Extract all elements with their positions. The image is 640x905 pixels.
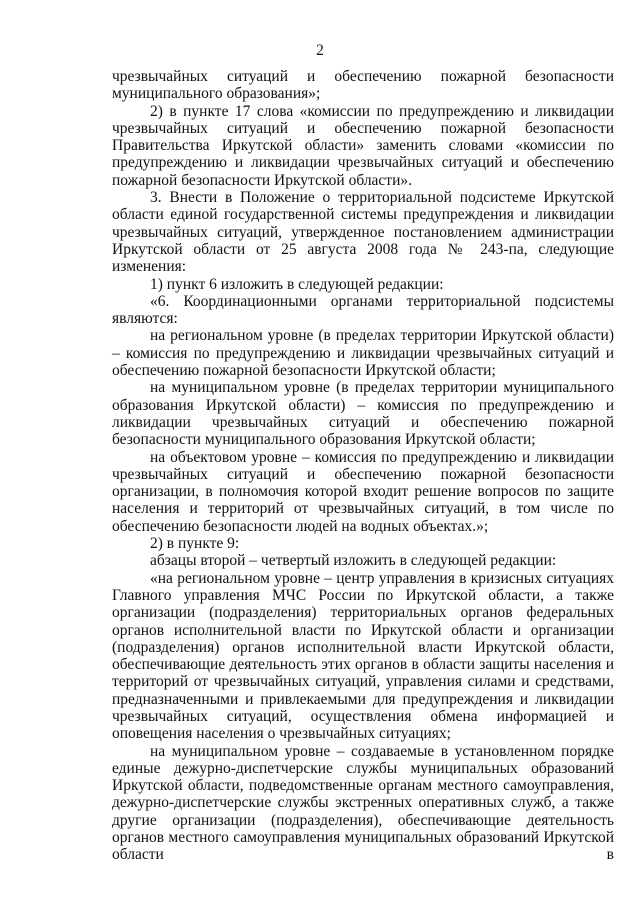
document-body <box>112 68 614 864</box>
paragraph-municipal-level: на муниципальном уровне (в пределах территории муниципального образования Иркутской области) – комиссия по предупреждению и ликвидации чрезвычайных ситуаций и обеспечению пожарной безопасности муниципального образования Иркутской области; <box>112 379 614 449</box>
paragraph-regional-control-center: «на региональном уровне – центр управления в кризисных ситуациях Главного управления МЧС России по Иркутской области, а также организации (подразделения) территориальных органов федеральных органов исполнительной власти по Иркутской области и организации (подразделения) органов исполнительной власти Иркутской области, обеспечивающие деятельность этих органов в области защиты населения и территорий от чрезвычайных ситуаций, управления силами и средствами, предназначенными и привлекаемыми для предупреждения и ликвидации чрезвычайных ситуаций, осуществления обмена информацией и оповещения населения о чрезвычайных ситуациях; <box>112 569 614 743</box>
page-number: 2 <box>316 42 324 59</box>
paragraph-municipal-dispatch: на муниципальном уровне – создаваемые в установленном порядке единые дежурно-диспетчерские службы муниципальных образований Иркутской области, подведомственные органам местного самоуправления, дежурно-диспетчерские службы экстренных оперативных служб, а также другие организации (подразделения), обеспечивающие деятельность органов местного самоуправления муниципальных образований Иркутской области в <box>112 742 614 864</box>
paragraph-subitem-2: 2) в пункте 9: <box>150 535 240 553</box>
paragraph-object-level: на объектовом уровне – комиссия по предупреждению и ликвидации чрезвычайных ситуаций и обеспечению пожарной безопасности организации, в полномочия которой входит решение вопросов по защите населения и территорий от чрезвычайных ситуаций, в том числе по обеспечению безопасности людей на водных объектах.»; <box>112 448 614 535</box>
paragraph-regional-level: на региональном уровне (в пределах территории Иркутской области) – комиссия по предупреждению и ликвидации чрезвычайных ситуаций и обеспечению пожарной безопасности Иркутской области; <box>112 327 614 380</box>
paragraph-item-2-point-17: 2) в пункте 17 слова «комиссии по предупреждению и ликвидации чрезвычайных ситуаций и обеспечению пожарной безопасности Правительства Иркутской области» заменить словами «комиссии по предупреждению и ликвидации чрезвычайных ситуаций и обеспечению пожарной безопасности Иркутской области». <box>112 102 614 189</box>
paragraph-item-3: 3. Внести в Положение о территориальной подсистеме Иркутской области единой государственной системы предупреждения и ликвидации чрезвычайных ситуаций, утвержденное постановлением администрации Иркутской области от 25 августа 2008 года № 243-па, следующие изменения: <box>112 189 614 276</box>
paragraph-abzacy: абзацы второй – четвертый изложить в следующей редакции: <box>150 552 557 570</box>
paragraph-point-6: «6. Координационными органами территориальной подсистемы являются: <box>112 292 614 328</box>
paragraph-subitem-1: 1) пункт 6 изложить в следующей редакции: <box>150 275 444 293</box>
paragraph-continuation: чрезвычайных ситуаций и обеспечению пожарной безопасности муниципального образования»; <box>112 68 614 103</box>
